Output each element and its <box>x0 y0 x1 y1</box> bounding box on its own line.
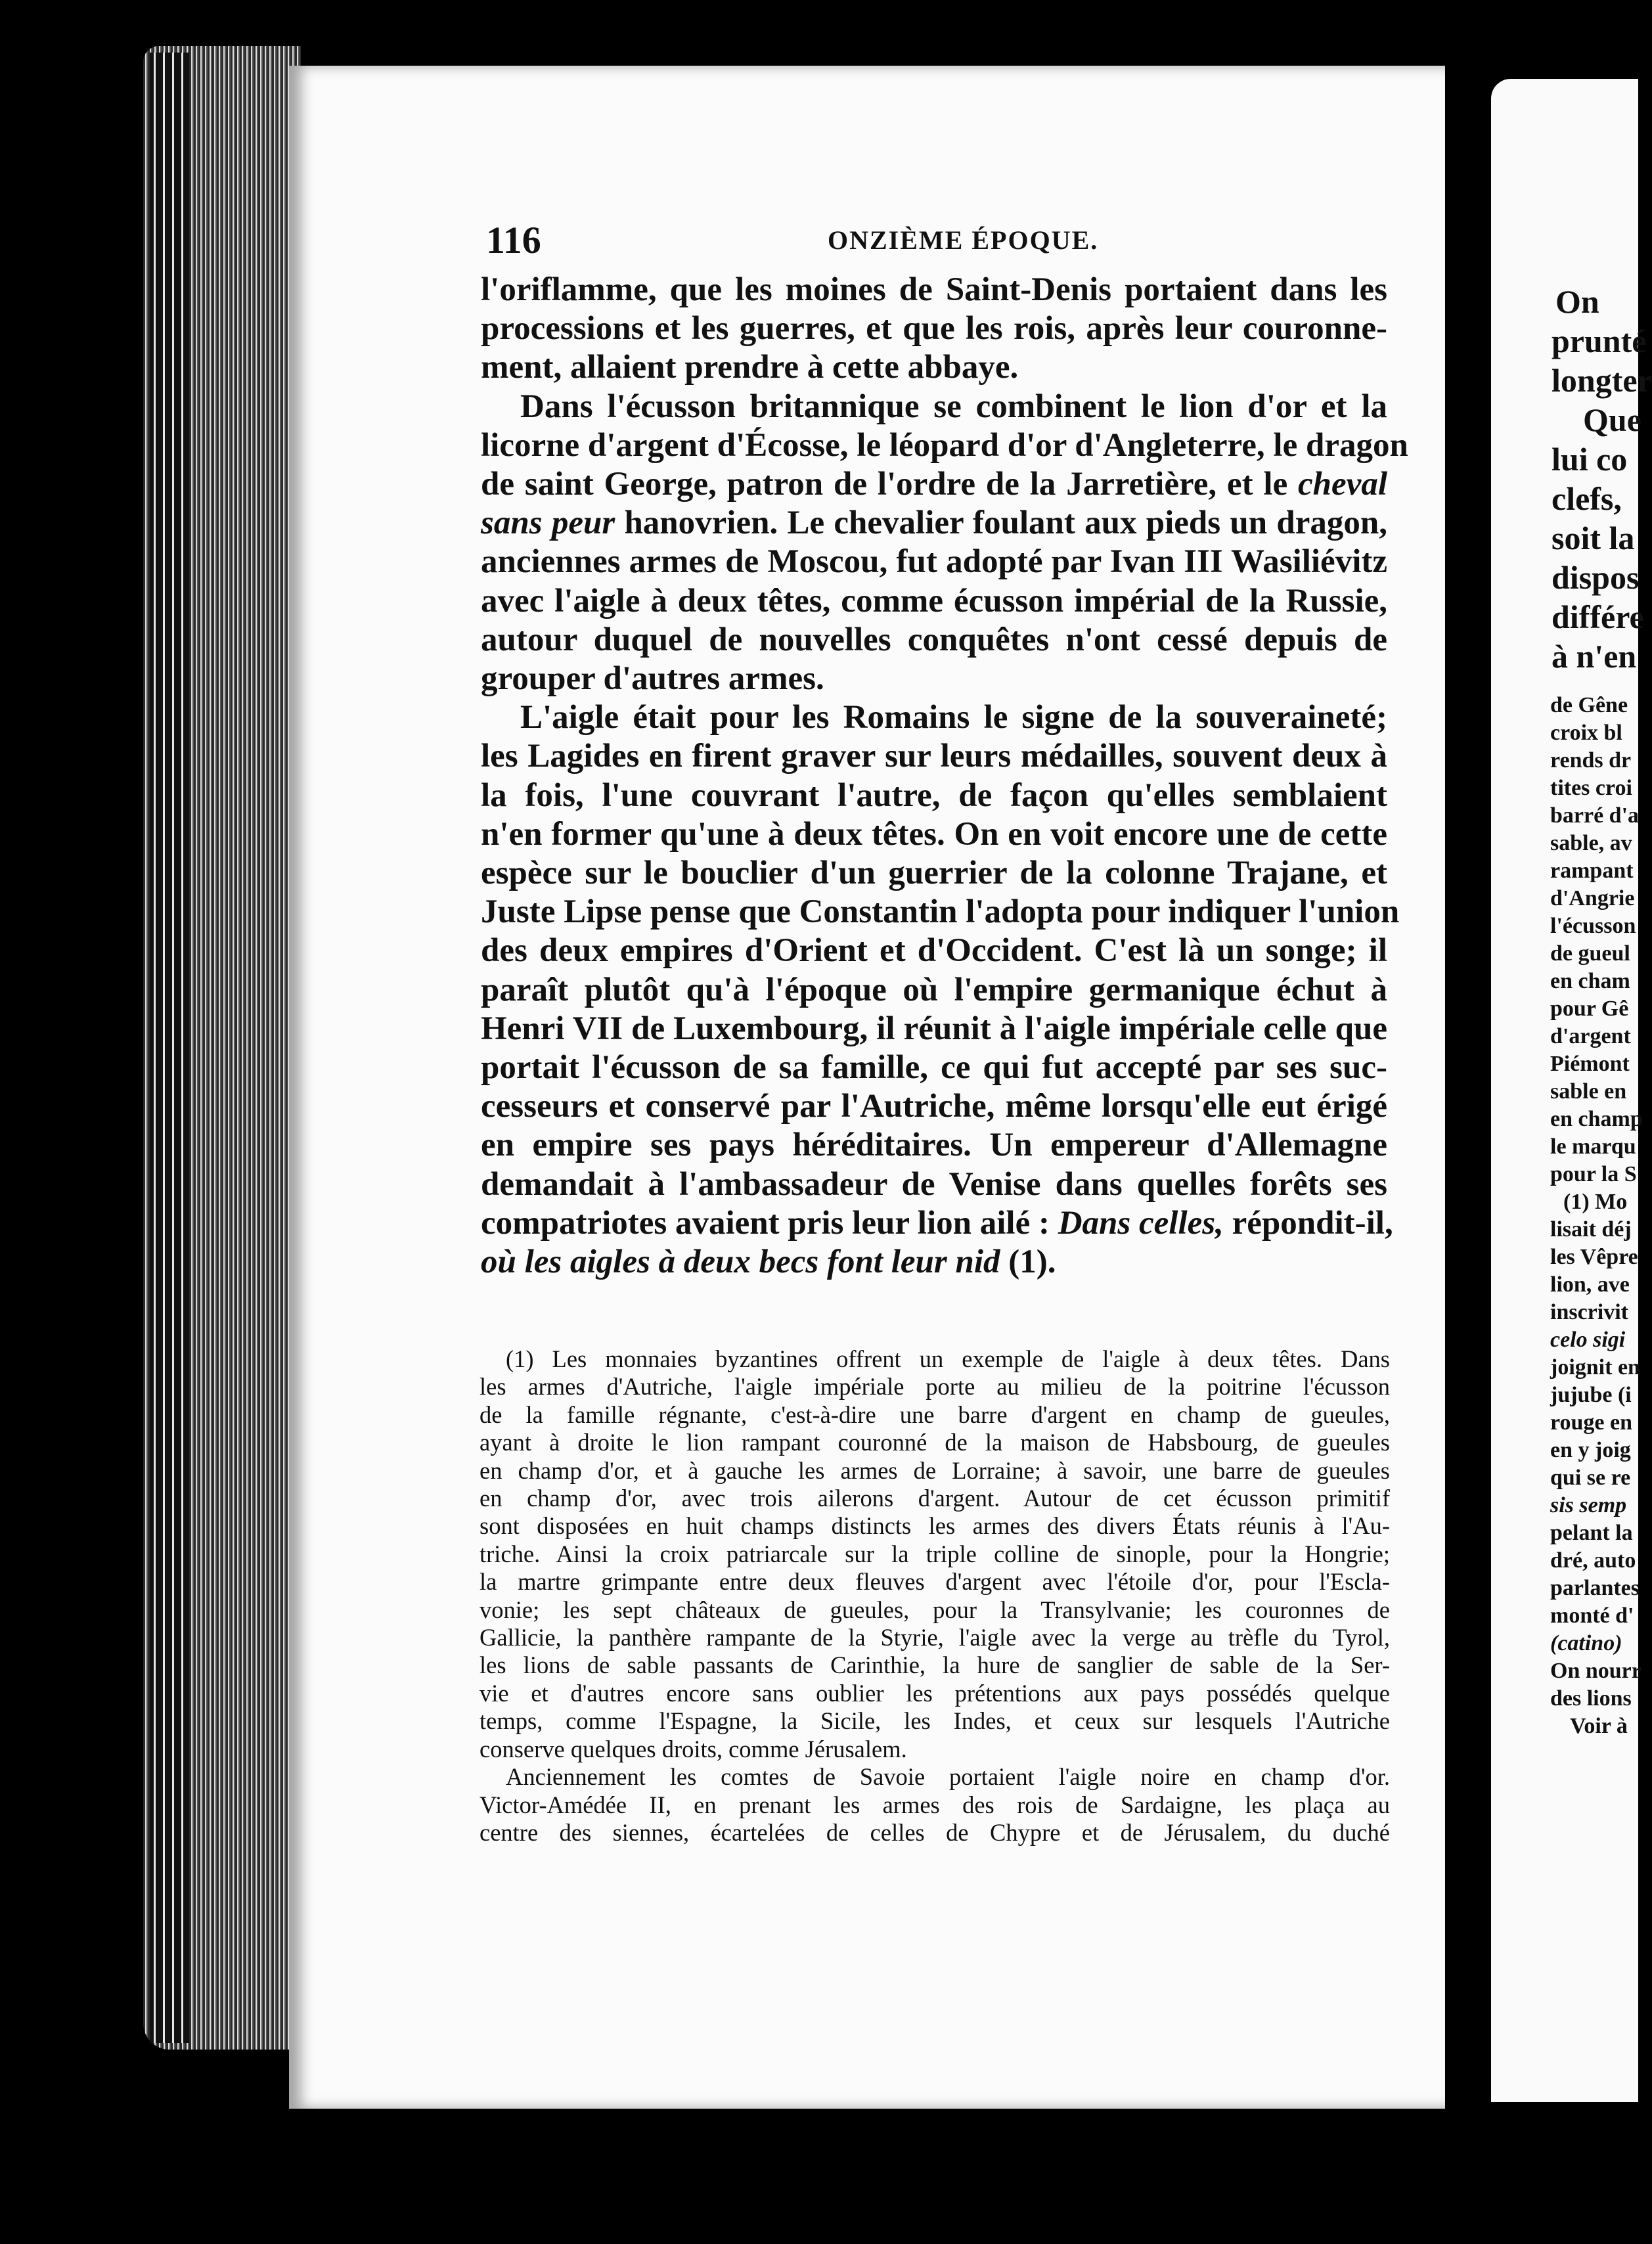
facing-note-line: lisait déj <box>1550 1217 1632 1242</box>
footnote-line: Anciennement les comtes de Savoie portaient l'aigle noire en champ d'or. <box>506 1763 1390 1791</box>
text-line: paraît plutôt qu'à l'époque où l'empire germanique échut à <box>481 971 1387 1008</box>
facing-note-line: (catino) <box>1550 1631 1622 1655</box>
facing-note-line: pour Gê <box>1550 997 1629 1021</box>
main-text <box>481 271 1408 1282</box>
facing-note-line: celo sigi <box>1550 1328 1626 1352</box>
facing-note-line: rends dr <box>1550 748 1632 773</box>
facing-note-line: en y joig <box>1550 1438 1631 1462</box>
text-fragment: de saint George, patron de l'ordre de la Jarretière, et le <box>481 466 1288 503</box>
facing-note-line: sis semp <box>1550 1493 1627 1517</box>
text-line: les Lagides en firent graver sur leurs médailles, souvent deux à <box>481 738 1387 775</box>
text-line: cesseurs et conservé par l'Autriche, même lorsqu'elle eut érigé <box>481 1088 1387 1125</box>
facing-note-line: croix bl <box>1550 721 1622 745</box>
text-line: Juste Lipse pense que Constantin l'adopta pour indiquer l'union <box>481 893 1400 931</box>
text-line <box>481 504 1387 543</box>
facing-text-line: soit la <box>1552 520 1635 556</box>
footnotes <box>480 1345 1390 1847</box>
facing-note-line: joignit en <box>1550 1355 1640 1380</box>
page-header <box>486 218 1406 264</box>
facing-note-line: tites croi <box>1550 776 1632 800</box>
facing-note-line: pour la S <box>1550 1162 1637 1186</box>
facing-note-line: barré d'a <box>1550 803 1640 828</box>
text-line: des deux empires d'Orient et d'Occident. C'est là un songe; il <box>481 932 1387 970</box>
facing-note-line: rouge en <box>1550 1410 1632 1435</box>
footnote-line: centre des siennes, écartelées de celles de Chypre et de Jérusalem, du duché <box>480 1818 1390 1846</box>
facing-note-line: (1) Mo <box>1563 1190 1628 1214</box>
facing-note-line: qui se re <box>1550 1466 1631 1490</box>
text-line: espèce sur le bouclier d'un guerrier de la colonne Trajane, et <box>481 855 1387 892</box>
facing-note-line: de Gêne <box>1550 693 1628 717</box>
facing-text-line: dispos <box>1552 559 1640 596</box>
text-line: processions et les guerres, et que les rois, après leur couronne- <box>481 310 1387 348</box>
text-line: Dans l'écusson britannique se combinent le lion d'or et la <box>520 388 1387 425</box>
facing-note-line: Piémont <box>1550 1052 1630 1076</box>
facing-text-line: longter <box>1552 362 1652 399</box>
facing-note-line: parlantes <box>1550 1576 1640 1600</box>
facing-note-line: monté d' <box>1550 1604 1634 1628</box>
facing-note-line: de gueul <box>1550 941 1630 966</box>
text-line <box>481 1204 1393 1243</box>
footnote-line: Gallicie, la panthère rampante de la Styrie, l'aigle avec la verge au trèfle du Tyrol, <box>480 1624 1390 1651</box>
footnote-line: conserve quelques droits, comme Jérusalem. <box>480 1735 907 1762</box>
footnote-line: les armes d'Autriche, l'aigle impériale porte au milieu de la poitrine l'écusson <box>480 1373 1390 1401</box>
facing-note-line: rampant <box>1550 859 1634 883</box>
text-line: ment, allaient prendre à cette abbaye. <box>481 349 1019 386</box>
facing-note-line: inscrivit <box>1550 1300 1628 1324</box>
footnote-line: en champ d'or, et à gauche les armes de Lorraine; à savoir, une barre de gueules <box>480 1456 1390 1484</box>
facing-note-line: des lions <box>1550 1686 1632 1711</box>
text-line: la fois, l'une couvrant l'autre, de façon qu'elles semblaient <box>481 776 1387 814</box>
footnote-line: de la famille régnante, c'est-à-dire une barre d'argent en champ de gueules, <box>480 1401 1390 1428</box>
text-line: demandait à l'ambassadeur de Venise dans quelles forêts ses <box>481 1165 1387 1203</box>
italic-phrase: sans peur <box>481 505 615 542</box>
facing-text-line: Que <box>1583 401 1641 438</box>
facing-note-line: sable en <box>1550 1079 1627 1104</box>
footnote-line: vonie; les sept châteaux de gueules, pour la Transylvanie; les couronnes de <box>480 1596 1390 1623</box>
running-title: ONZIÈME ÉPOQUE. <box>828 225 1099 255</box>
facing-note-line: lion, ave <box>1550 1272 1630 1297</box>
facing-text-line: clefs, <box>1552 480 1622 517</box>
text-line: autour duquel de nouvelles conquêtes n'ont cessé depuis de <box>481 621 1387 658</box>
text-line: portait l'écusson de sa famille, ce qui fut accepté par ses suc- <box>481 1049 1387 1087</box>
facing-text-line: différe <box>1552 598 1644 635</box>
text-fragment: répondit-il, <box>1232 1204 1393 1242</box>
text-line <box>481 1243 1387 1282</box>
footnote-line: en champ d'or, avec trois ailerons d'argent. Autour de cet écusson primitif <box>480 1485 1390 1512</box>
text-line: avec l'aigle à deux têtes, comme écusson impérial de la Russie, <box>481 582 1387 619</box>
text-line: l'oriflamme, que les moines de Saint-Denis portaient dans les <box>481 271 1387 308</box>
text-line: L'aigle était pour les Romains le signe de la souveraineté; <box>520 699 1387 736</box>
facing-note-line: dré, auto <box>1550 1548 1636 1573</box>
italic-phrase: Dans celles, <box>1058 1204 1224 1242</box>
facing-page <box>1491 79 1652 2102</box>
facing-note-line: sable, av <box>1550 831 1632 855</box>
facing-note-line: Voir à <box>1570 1714 1628 1738</box>
footnote-line: temps, comme l'Espagne, la Sicile, les Indes, et ceux sur lesquels l'Autriche <box>480 1707 1390 1735</box>
facing-note-line: On nourr <box>1550 1659 1641 1683</box>
facing-note-line: jujube (i <box>1550 1383 1632 1407</box>
footnote-line: les lions de sable passants de Carinthie, la hure de sanglier de sable de la Ser- <box>480 1651 1390 1679</box>
footnote-line: Victor-Amédée II, en prenant les armes des rois de Sardaigne, les plaça au <box>480 1791 1390 1818</box>
facing-note-line: pelant la <box>1550 1521 1633 1545</box>
text-fragment: compatriotes avaient pris leur lion ailé : <box>481 1204 1050 1242</box>
facing-note-line: d'Angrie <box>1550 886 1635 910</box>
facing-text-line: à n'en <box>1552 638 1637 675</box>
text-line: Henri VII de Luxembourg, il réunit à l'aigle impériale celle que <box>481 1010 1387 1047</box>
footnote-line: sont disposées en huit champs distincts les armes des divers États réunis à l'Au- <box>480 1512 1390 1540</box>
text-line <box>481 465 1387 504</box>
facing-note-line: les Vêpre <box>1550 1245 1638 1269</box>
book-spine-edges <box>150 53 189 2043</box>
text-line: licorne d'argent d'Écosse, le léopard d'or d'Angleterre, le dragon <box>481 426 1408 464</box>
facing-note-line: le marqu <box>1550 1134 1636 1159</box>
footnote-line: la martre grimpante entre deux fleuves d'argent avec l'étoile d'or, pour l'Escla- <box>480 1568 1390 1596</box>
text-line: en empire ses pays héréditaires. Un empereur d'Allemagne <box>481 1127 1387 1164</box>
italic-word: cheval <box>1298 466 1387 503</box>
text-line: grouper d'autres armes. <box>481 660 824 698</box>
facing-text-line: lui co <box>1552 441 1628 478</box>
page-number: 116 <box>486 219 541 261</box>
text-fragment: hanovrien. Le chevalier foulant aux pieds un dragon, <box>624 505 1387 542</box>
footnote-line: ayant à droite le lion rampant couronné de la maison de Habsbourg, de gueules <box>480 1429 1390 1456</box>
text-line: n'en former qu'une à deux têtes. On en voit encore une de cette <box>481 815 1387 853</box>
facing-text-line: On <box>1555 283 1599 320</box>
footnote-line: vie et d'autres encore sans oublier les prétentions aux pays possédés quelque <box>480 1679 1390 1707</box>
italic-phrase: où les aigles à deux becs font leur nid <box>481 1244 1000 1281</box>
footnote-ref: (1). <box>1008 1244 1056 1281</box>
facing-note-line: l'écusson <box>1550 914 1636 938</box>
text-line: anciennes armes de Moscou, fut adopté par Ivan III Wasiliévitz <box>481 543 1387 581</box>
facing-note-line: en cham <box>1550 969 1630 993</box>
footnote-line: (1) Les monnaies byzantines offrent un exemple de l'aigle à deux têtes. Dans <box>506 1345 1390 1372</box>
facing-text-line: prunté <box>1552 323 1647 359</box>
facing-note-line: d'argent <box>1550 1024 1631 1048</box>
footnote-line: triche. Ainsi la croix patriarcale sur la triple colline de sinople, pour la Hongrie; <box>480 1540 1390 1567</box>
facing-note-line: en champ <box>1550 1107 1643 1131</box>
